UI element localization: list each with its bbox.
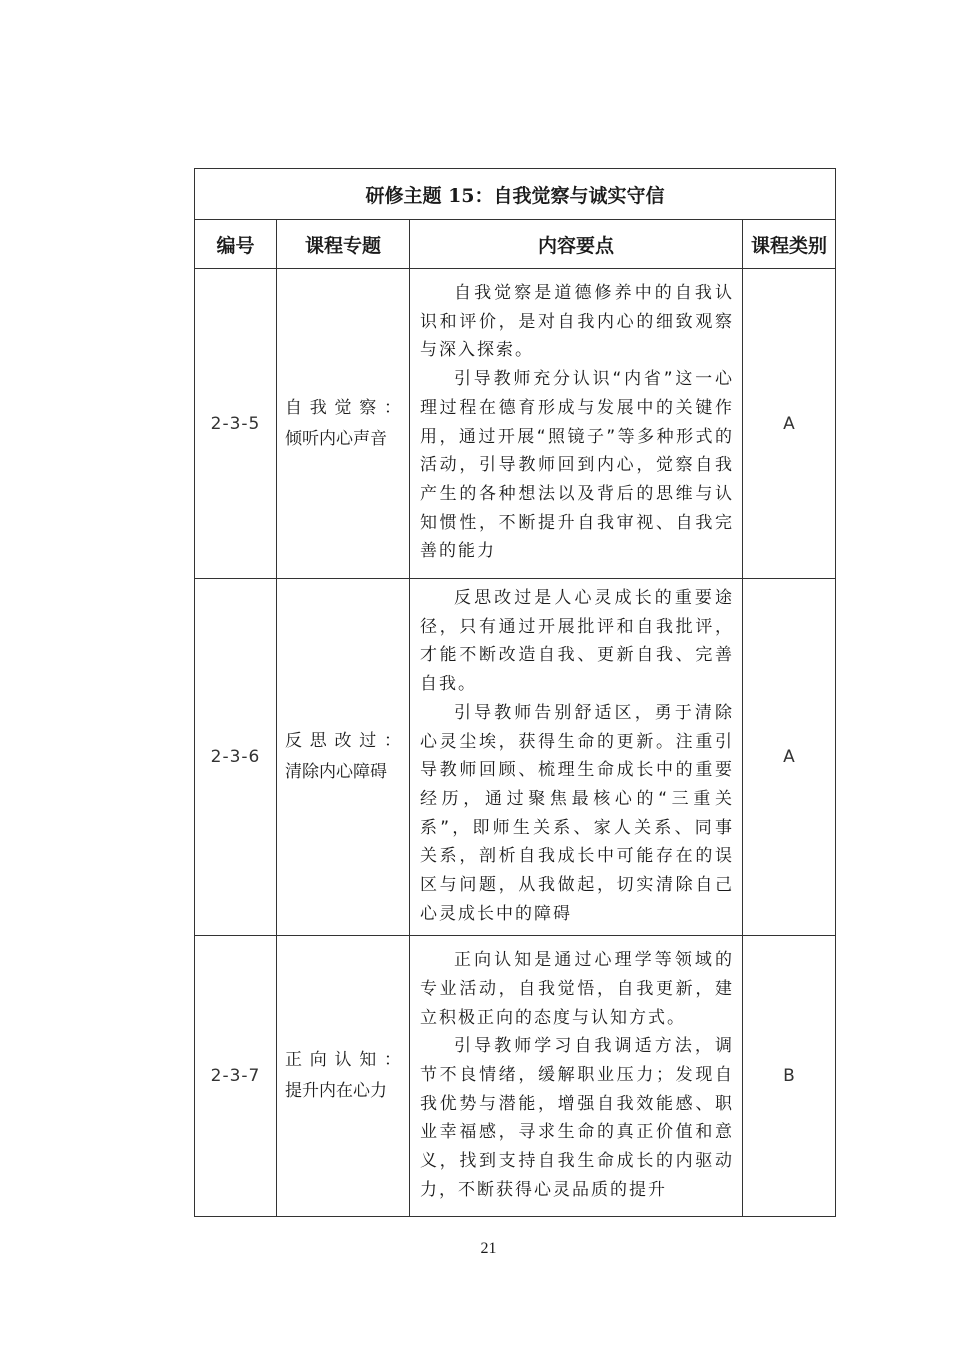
content-para2: 引导教师告别舒适区，勇于清除心灵尘埃，获得生命的更新。注重引导教师回顾、梳理生命成长中的重要经历，通过聚焦最核心的“三重关系”，即师生关系、家人关系、同事关系，剖析自我成长中可能存在的误区与问题，从我做起，切实清除自己心灵成长中的障碍 [420,702,734,924]
row-topic [277,579,410,936]
row-category: A [743,269,836,579]
content-para2: 引导教师充分认识“内省”这一心理过程在德育形成与发展中的关键作用，通过开展“照镜子”等多种形式的活动，引导教师回到内心，觉察自我产生的各种想法以及背后的思维与认知惯性，不断提升自我审视、自我完善的能力 [420,369,734,562]
row-topic [277,936,410,1217]
row-code: 2-3-5 [195,269,277,579]
row-category: B [743,936,836,1217]
topic-line1: 自我觉察： [285,397,401,418]
row-code: 2-3-6 [195,579,277,936]
content-para2: 引导教师学习自我调适方法，调节不良情绪，缓解职业压力；发现自我优势与潜能，增强自我效能感、职业幸福感，寻求生命的真正价值和意义，找到支持自我生命成长的内驱动力，不断获得心灵品质的提升 [420,1036,734,1200]
topic-line1: 正向认知： [285,1050,401,1071]
row-content [410,579,743,936]
row-topic [277,269,410,579]
content-para1: 正向认知是通过心理学等领域的专业活动，自我觉悟，自我更新，建立积极正向的态度与认知方式。 [420,950,734,1028]
header-content: 内容要点 [410,220,743,269]
row-content [410,936,743,1217]
topic-line2: 倾听内心声音 [285,428,387,449]
content-para1: 反思改过是人心灵成长的重要途径，只有通过开展批评和自我批评，才能不断改造自我、更新自我、完善自我。 [420,588,734,695]
table-title: 研修主题 15：自我觉察与诚实守信 [195,169,836,220]
topic-line2: 提升内在心力 [285,1081,387,1102]
header-topic: 课程专题 [277,220,410,269]
row-content [410,269,743,579]
header-code: 编号 [195,220,277,269]
table-row [195,269,836,579]
topic-line2: 清除内心障碍 [285,762,387,783]
row-category: A [743,579,836,936]
page-number: 21 [480,1240,497,1257]
table-title-row [195,169,836,220]
table-row [195,579,836,936]
table-header-row [195,220,836,269]
table-row [195,936,836,1217]
header-category: 课程类别 [743,220,836,269]
row-code: 2-3-7 [195,936,277,1217]
topic-line1: 反思改过： [285,731,401,752]
course-table [194,168,836,1217]
content-para1: 自我觉察是道德修养中的自我认识和评价，是对自我内心的细致观察与深入探索。 [420,282,734,361]
